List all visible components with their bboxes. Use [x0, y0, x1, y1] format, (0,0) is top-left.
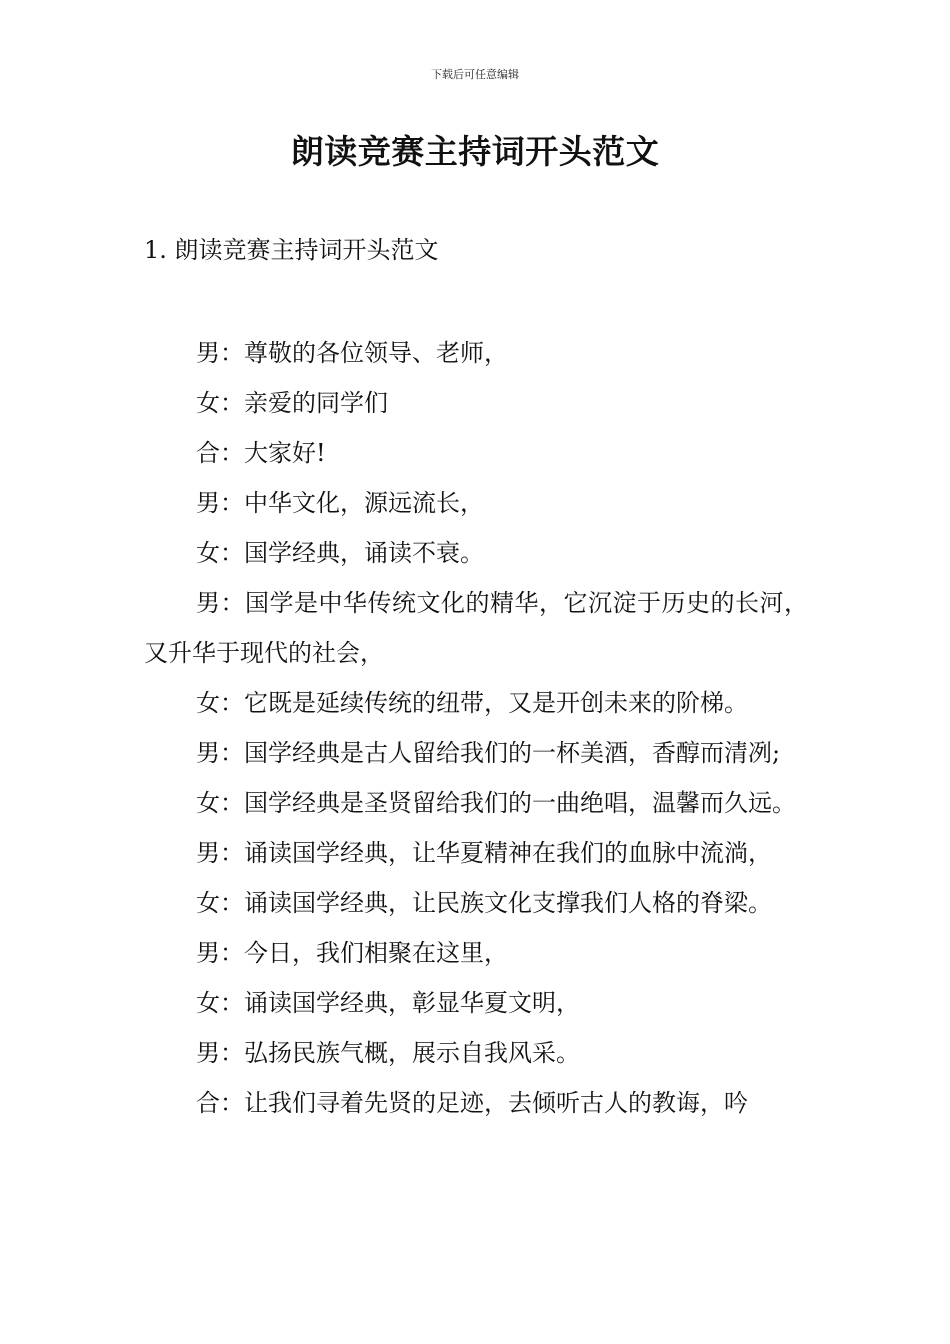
paragraph: 男：诵读国学经典，让华夏精神在我们的血脉中流淌，	[196, 839, 772, 867]
paragraph: 女：亲爱的同学们	[196, 389, 388, 417]
paragraph: 女：它既是延续传统的纽带，又是开创未来的阶梯。	[196, 689, 748, 717]
section-heading: 1. 朗读竞赛主持词开头范文	[144, 236, 439, 264]
paragraph: 男：中华文化，源远流长，	[196, 489, 484, 517]
paragraph: 合：让我们寻着先贤的足迹，去倾听古人的教诲，吟	[196, 1089, 748, 1117]
paragraph: 男：国学是中华传统文化的精华，它沉淀于历史的长河，又升华于现代的社会，	[144, 589, 808, 667]
paragraph: 合：大家好!	[196, 439, 326, 467]
paragraph: 女：诵读国学经典，彰显华夏文明，	[196, 989, 580, 1017]
document-title: 朗读竞赛主持词开头范文	[290, 132, 660, 171]
paragraph: 男：今日，我们相聚在这里，	[196, 939, 508, 967]
paragraph: 男：尊敬的各位领导、老师，	[196, 339, 508, 367]
paragraph: 女：诵读国学经典，让民族文化支撑我们人格的脊梁。	[196, 889, 772, 917]
paragraph: 男：弘扬民族气概，展示自我风采。	[196, 1039, 580, 1067]
header-note: 下载后可任意编辑	[431, 68, 519, 81]
paragraph: 女：国学经典是圣贤留给我们的一曲绝唱，温馨而久远。	[196, 789, 796, 817]
document-body	[144, 328, 808, 1128]
paragraph: 女：国学经典，诵读不衰。	[196, 539, 484, 567]
paragraph: 男：国学经典是古人留给我们的一杯美酒，香醇而清冽;	[196, 739, 781, 767]
